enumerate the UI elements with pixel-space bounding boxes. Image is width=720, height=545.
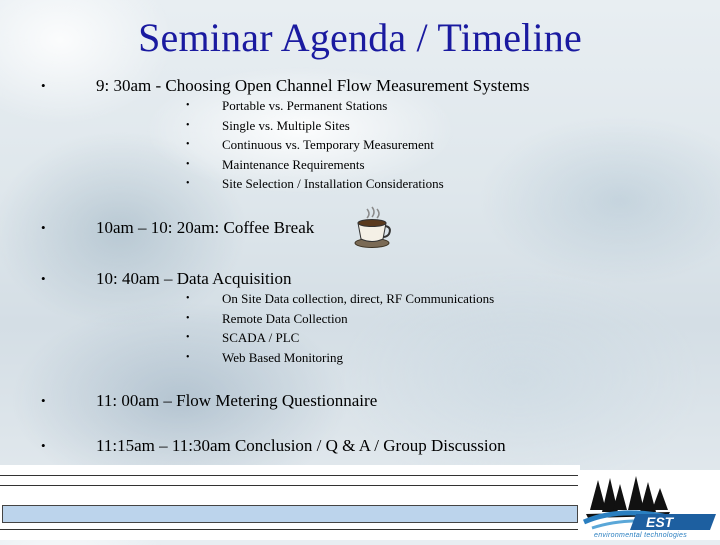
logo-tagline: environmental technologies — [594, 532, 688, 539]
footer-divider — [0, 485, 578, 486]
agenda-item-text: 11: 00am – Flow Metering Questionnaire — [96, 391, 378, 410]
bullet: • — [186, 293, 190, 304]
bullet: • — [41, 438, 46, 453]
bullet: • — [41, 271, 46, 286]
page-title: Seminar Agenda / Timeline — [138, 15, 582, 60]
bullet: • — [186, 178, 190, 189]
bullet: • — [186, 351, 190, 363]
logo-text: EST — [646, 514, 674, 530]
sub-item-label: Continuous vs. Temporary Measurement — [222, 137, 434, 152]
footer-divider — [0, 475, 578, 476]
est-logo — [580, 470, 720, 540]
sub-item-label: Portable vs. Permanent Stations — [222, 98, 388, 113]
agenda-item-text: 10: 40am – Data Acquisition — [96, 269, 292, 288]
bullet: • — [41, 393, 46, 408]
agenda-item-text: 9: 30am - Choosing Open Channel Flow Measurement Systems — [96, 76, 530, 95]
bullet: • — [186, 312, 190, 324]
sub-item-label: Site Selection / Installation Considerations — [222, 176, 444, 191]
bullet: • — [186, 139, 190, 150]
coffee-cup-icon — [352, 205, 392, 249]
footer-accent-bar — [2, 505, 578, 523]
sub-item-label: Single vs. Multiple Sites — [222, 117, 350, 133]
sub-item-label: Maintenance Requirements — [222, 156, 365, 172]
bullet: • — [41, 220, 46, 235]
footer-bar — [0, 465, 580, 540]
bullet: • — [186, 119, 190, 131]
sub-item-label: On Site Data collection, direct, RF Communications — [222, 291, 495, 306]
sub-item-label: SCADA / PLC — [222, 330, 300, 345]
footer-divider — [0, 529, 578, 530]
sub-item-label: Web Based Monitoring — [222, 349, 343, 365]
bullet: • — [41, 78, 46, 93]
sub-item-label: Remote Data Collection — [222, 310, 348, 326]
bullet: • — [186, 158, 190, 170]
bullet: • — [186, 332, 190, 343]
bullet: • — [186, 100, 190, 111]
agenda-item-text: 10am – 10: 20am: Coffee Break — [96, 218, 315, 237]
agenda-item-text: 11:15am – 11:30am Conclusion / Q & A / Group Discussion — [96, 436, 506, 455]
